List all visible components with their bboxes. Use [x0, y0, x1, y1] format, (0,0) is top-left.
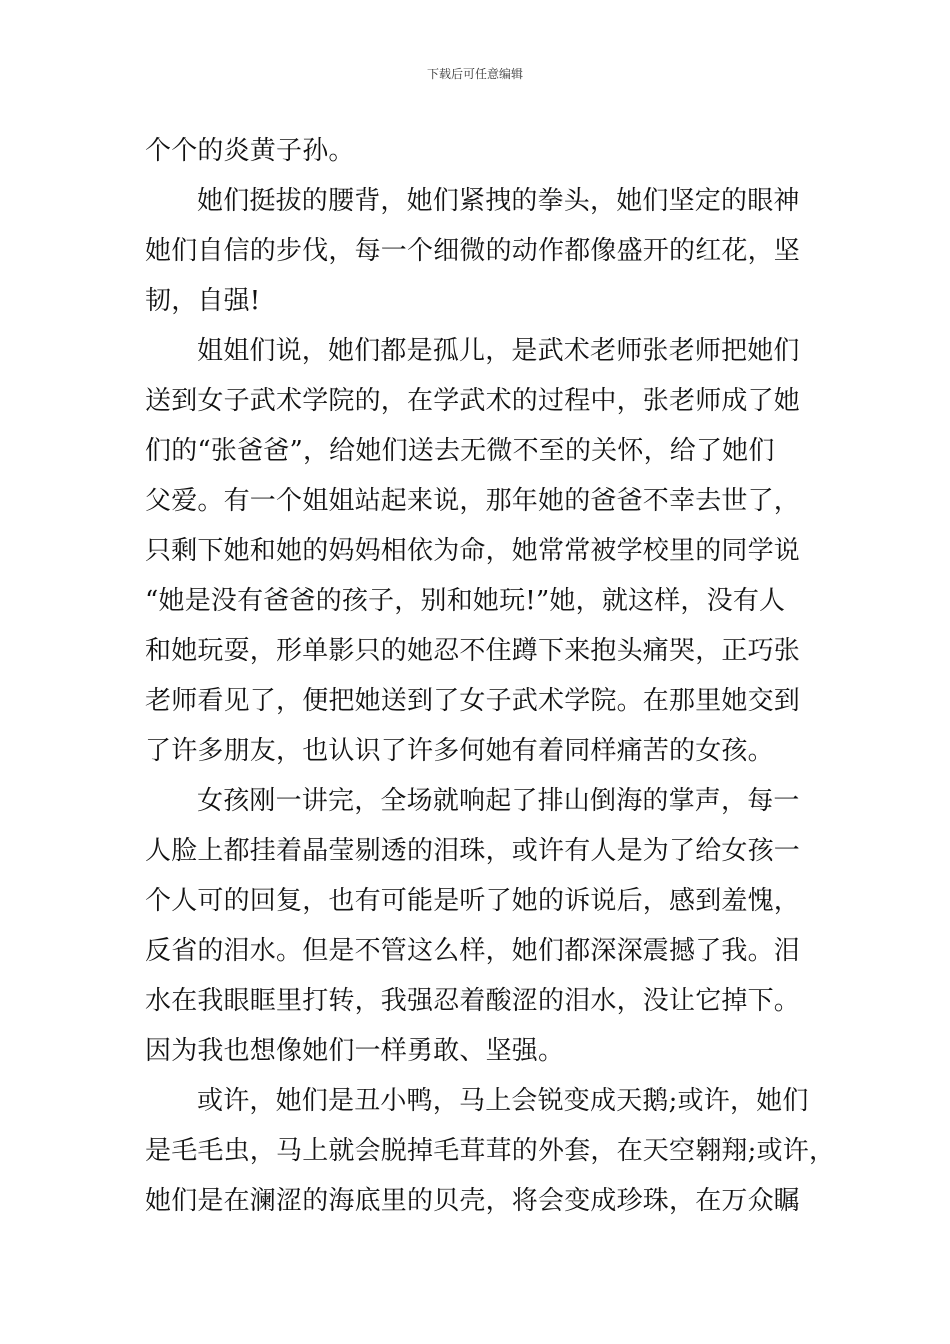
text-line: 只剩下她和她的妈妈相依为命，她常常被学校里的同学说 — [145, 536, 801, 566]
text-line: 送到女子武术学院的，在学武术的过程中，张老师成了她 — [145, 386, 801, 416]
text-line: 水在我眼眶里打转，我强忍着酸涩的泪水，没让它掉下。 — [145, 986, 801, 1016]
text-line: 了许多朋友，也认识了许多何她有着同样痛苦的女孩。 — [145, 736, 774, 766]
text-line: 女孩刚一讲完，全场就响起了排山倒海的掌声，每一 — [197, 786, 800, 816]
text-line: 是毛毛虫，马上就会脱掉毛茸茸的外套，在天空翱翔;或许， — [145, 1136, 836, 1166]
text-line: 韧，自强! — [145, 286, 261, 316]
text-line: 父爱。有一个姐姐站起来说，那年她的爸爸不幸去世了， — [145, 486, 801, 516]
text-line: 她们挺拔的腰背，她们紧拽的拳头，她们坚定的眼神 — [197, 186, 800, 216]
page-header: 下载后可任意编辑 — [426, 67, 523, 81]
text-line: 因为我也想像她们一样勇敢、坚强。 — [145, 1036, 565, 1066]
text-line: 个个的炎黄子孙。 — [145, 136, 355, 166]
text-line: 她们自信的步伐，每一个细微的动作都像盛开的红花，坚 — [145, 236, 801, 266]
text-line: 个人可的回复，也有可能是听了她的诉说后，感到羞愧， — [145, 886, 801, 916]
text-line: “她是没有爸爸的孩子，别和她玩!”她，就这样，没有人 — [145, 586, 786, 616]
text-line: 反省的泪水。但是不管这么样，她们都深深震撼了我。泪 — [145, 936, 801, 966]
text-line: 或许，她们是丑小鸭，马上会锐变成天鹅;或许，她们 — [197, 1086, 809, 1116]
text-line: 她们是在澜涩的海底里的贝壳，将会变成珍珠，在万众瞩 — [145, 1186, 801, 1216]
text-line: 人脸上都挂着晶莹剔透的泪珠，或许有人是为了给女孩一 — [145, 836, 801, 866]
text-line: 姐姐们说，她们都是孤儿，是武术老师张老师把她们 — [197, 336, 800, 366]
text-line: 老师看见了，便把她送到了女子武术学院。在那里她交到 — [145, 686, 801, 716]
document-body — [145, 126, 836, 1226]
text-line: 们的“张爸爸”，给她们送去无微不至的关怀，给了她们 — [145, 436, 775, 466]
text-line: 和她玩耍，形单影只的她忍不住蹲下来抱头痛哭，正巧张 — [145, 636, 801, 666]
